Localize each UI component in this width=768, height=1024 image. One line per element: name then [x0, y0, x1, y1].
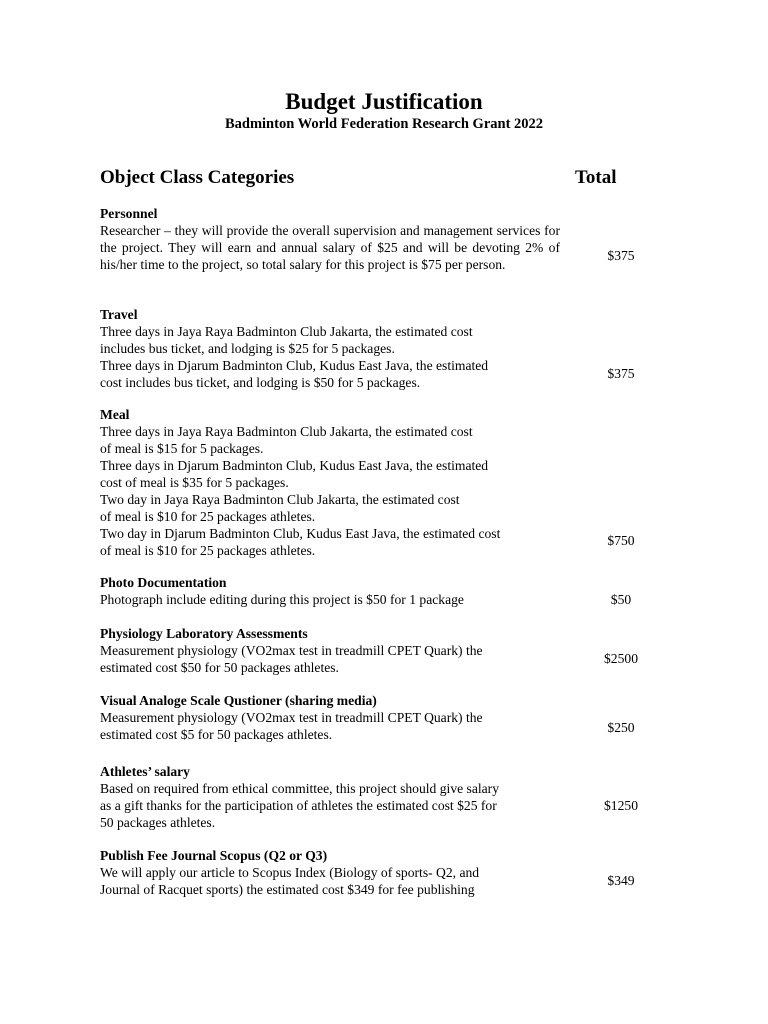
meal-line: of meal is $10 for 25 packages athletes.: [100, 543, 316, 558]
visual-analogue-scale-line: estimated cost $5 for 50 packages athletes.: [100, 727, 333, 742]
personnel-section: [100, 205, 560, 273]
travel-line: Three days in Jaya Raya Badminton Club Jakarta, the estimated cost: [100, 324, 473, 339]
physiology-assessments-section: [100, 625, 560, 676]
physiology-assessments-amount: $2500: [604, 651, 638, 666]
travel-title: Travel: [100, 307, 138, 322]
meal-line: Three days in Djarum Badminton Club, Kudus East Java, the estimated: [100, 458, 489, 473]
publish-fee-line: We will apply our article to Scopus Index (Biology of sports- Q2, and: [100, 865, 480, 880]
athletes-salary-description: [100, 780, 560, 831]
visual-analogue-scale-description: [100, 709, 560, 743]
publish-fee-section: [100, 847, 560, 898]
meal-title: Meal: [100, 407, 130, 422]
categories-column-header: Object Class Categories: [100, 167, 295, 188]
travel-section: [100, 306, 560, 391]
personnel-amount: $375: [607, 248, 635, 263]
personnel-line: Researcher – they will provide the overall supervision and management services for the project. They will earn and annual salary of $25 and will be devoting 2% of his/her time to the project, so total salary for this project is $75 per person.: [100, 223, 560, 272]
publish-fee-description: [100, 864, 560, 898]
photo-documentation-description: [100, 591, 560, 608]
athletes-salary-line: Based on required from ethical committee, this project should give salary: [100, 781, 500, 796]
total-column-header: Total: [575, 167, 617, 188]
visual-analogue-scale-amount: $250: [607, 720, 635, 735]
athletes-salary-line: as a gift thanks for the participation of athletes the estimated cost $25 for: [100, 798, 497, 813]
visual-analogue-scale-title: Visual Analoge Scale Qustioner (sharing media): [100, 693, 377, 708]
travel-line: Three days in Djarum Badminton Club, Kudus East Java, the estimated: [100, 358, 489, 373]
travel-amount: $375: [607, 366, 635, 381]
publish-fee-amount: $349: [607, 873, 635, 888]
personnel-title: Personnel: [100, 206, 158, 221]
travel-line: includes bus ticket, and lodging is $25 for 5 packages.: [100, 341, 395, 356]
meal-line: of meal is $15 for 5 packages.: [100, 441, 264, 456]
meal-amount: $750: [607, 533, 635, 548]
meal-line: of meal is $10 for 25 packages athletes.: [100, 509, 316, 524]
meal-line: Three days in Jaya Raya Badminton Club Jakarta, the estimated cost: [100, 424, 473, 439]
travel-line: cost includes bus ticket, and lodging is $50 for 5 packages.: [100, 375, 421, 390]
publish-fee-line: Journal of Racquet sports) the estimated cost $349 for fee publishing: [100, 882, 475, 897]
personnel-description: [100, 222, 560, 273]
photo-documentation-section: [100, 574, 560, 608]
visual-analogue-scale-section: [100, 692, 560, 743]
meal-section: [100, 406, 560, 559]
publish-fee-title: Publish Fee Journal Scopus (Q2 or Q3): [100, 848, 328, 863]
meal-line: cost of meal is $35 for 5 packages.: [100, 475, 289, 490]
photo-documentation-line: Photograph include editing during this project is $50 for 1 package: [100, 592, 464, 607]
physiology-assessments-line: estimated cost $50 for 50 packages athletes.: [100, 660, 339, 675]
travel-description: [100, 323, 560, 391]
athletes-salary-section: [100, 763, 560, 831]
page-subtitle: Badminton World Federation Research Grant 2022: [224, 116, 544, 132]
athletes-salary-title: Athletes’ salary: [100, 764, 190, 779]
page-title: Budget Justification: [285, 89, 483, 114]
meal-line: Two day in Jaya Raya Badminton Club Jakarta, the estimated cost: [100, 492, 460, 507]
visual-analogue-scale-line: Measurement physiology (VO2max test in treadmill CPET Quark) the: [100, 710, 483, 725]
physiology-assessments-line: Measurement physiology (VO2max test in treadmill CPET Quark) the: [100, 643, 483, 658]
athletes-salary-amount: $1250: [604, 798, 638, 813]
photo-documentation-title: Photo Documentation: [100, 575, 227, 590]
meal-line: Two day in Djarum Badminton Club, Kudus East Java, the estimated cost: [100, 526, 501, 541]
physiology-assessments-title: Physiology Laboratory Assessments: [100, 626, 308, 641]
meal-description: [100, 423, 560, 559]
physiology-assessments-description: [100, 642, 560, 676]
athletes-salary-line: 50 packages athletes.: [100, 815, 216, 830]
photo-documentation-amount: $50: [610, 592, 632, 607]
